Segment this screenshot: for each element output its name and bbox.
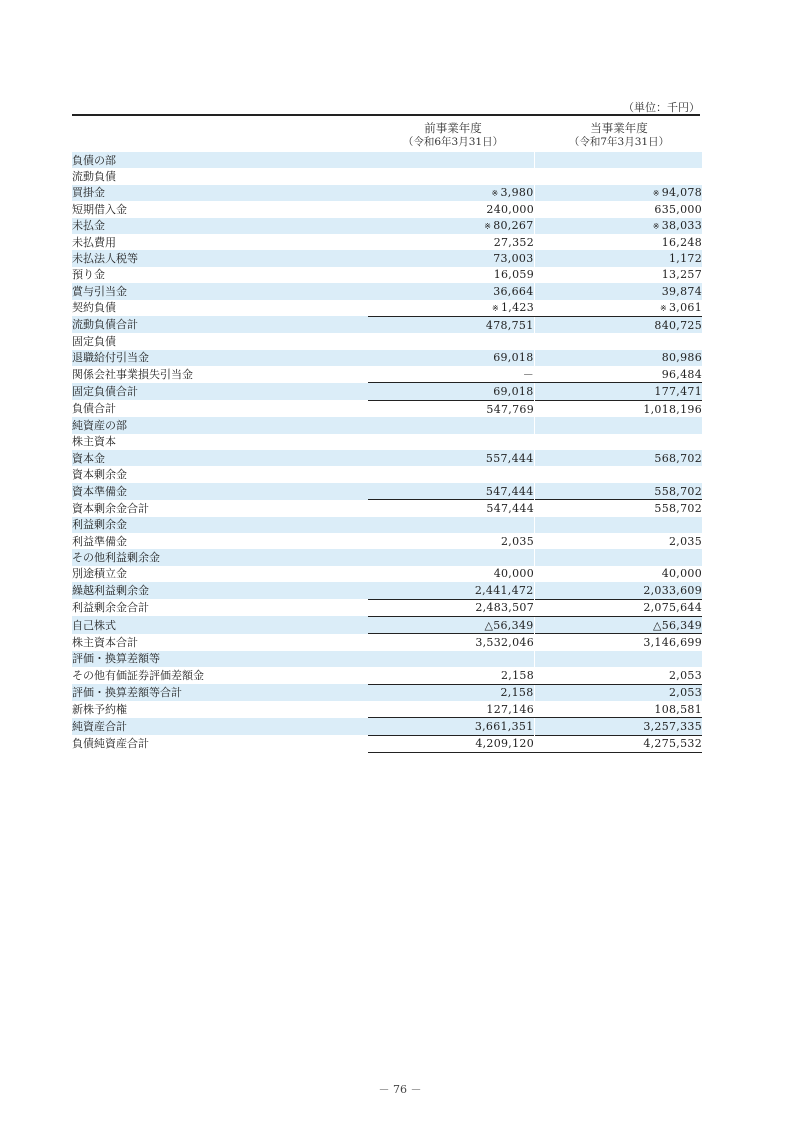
previous-year-value: [368, 718, 534, 735]
previous-year-value: [368, 701, 534, 718]
previous-year-value: [368, 218, 534, 234]
row-label: 固定負債合計: [72, 383, 368, 400]
amount: 69,018: [493, 351, 534, 365]
table-row: [72, 316, 702, 333]
previous-year-value: [368, 300, 534, 317]
row-label: 関係会社事業損失引当金: [72, 368, 193, 382]
page-number: － 76 －: [378, 1083, 422, 1096]
note-mark: ※: [491, 188, 499, 198]
table-row: [72, 634, 702, 651]
row-label: 負債合計: [72, 402, 116, 416]
previous-year-value: [368, 417, 534, 433]
amount: 96,484: [661, 367, 702, 381]
previous-year-value: [368, 152, 534, 168]
amount: 478,751: [485, 318, 534, 332]
current-year-value: [534, 517, 702, 533]
table-row: [72, 400, 702, 417]
table-row: [72, 218, 702, 234]
amount: －: [522, 367, 534, 381]
previous-year-value: [368, 634, 534, 651]
previous-year-value: [368, 483, 534, 500]
amount: 108,581: [654, 702, 702, 716]
table-row: [72, 517, 702, 533]
previous-year-value: [368, 466, 534, 482]
current-year-value: [534, 582, 702, 599]
amount: 2,033,609: [643, 583, 702, 597]
current-year-value: [534, 168, 702, 184]
amount: 558,702: [654, 484, 702, 498]
table-row: [72, 185, 702, 201]
row-label: 負債の部: [72, 152, 368, 168]
current-year-value: [534, 667, 702, 684]
row-label: 自己株式: [72, 616, 368, 633]
table-row: [72, 152, 702, 168]
table-row: [72, 383, 702, 400]
previous-year-value: [368, 350, 534, 366]
table-row: [72, 735, 702, 752]
amount: 1,423: [501, 300, 534, 314]
amount: 127,146: [486, 702, 534, 716]
previous-year-value: [368, 500, 534, 517]
column-header-previous-year: [370, 121, 536, 149]
row-label: 新株予約権: [72, 702, 127, 716]
column-header-title: 当事業年度: [590, 121, 648, 135]
previous-year-value: [368, 735, 534, 752]
table-row: [72, 466, 702, 482]
row-label: 退職給付引当金: [72, 350, 368, 366]
table-row: [72, 500, 702, 517]
table-row: [72, 417, 702, 433]
amount: 2,035: [669, 534, 702, 548]
table-row: [72, 333, 702, 349]
previous-year-value: [368, 651, 534, 667]
note-mark: ※: [659, 303, 667, 313]
row-label: 流動負債: [72, 170, 116, 184]
row-label: 負債純資産合計: [72, 737, 149, 751]
amount: 3,661,351: [474, 719, 534, 733]
amount: 1,172: [669, 252, 702, 266]
table-row: [72, 701, 702, 718]
previous-year-value: [368, 616, 534, 633]
previous-year-value: [368, 434, 534, 450]
current-year-value: [534, 201, 702, 217]
row-label: 預り金: [72, 268, 105, 282]
amount: 547,444: [485, 484, 534, 498]
previous-year-value: [368, 333, 534, 349]
amount: 39,874: [661, 284, 702, 298]
previous-year-value: [368, 168, 534, 184]
current-year-value: [534, 417, 702, 433]
amount: 3,257,335: [643, 719, 702, 733]
current-year-value: [534, 533, 702, 549]
current-year-value: [534, 450, 702, 466]
row-label: 純資産合計: [72, 718, 368, 735]
row-label: 契約負債: [72, 301, 116, 315]
amount: 3,146,699: [643, 636, 702, 650]
row-label: 未払金: [72, 218, 368, 234]
balance-sheet-table: [72, 152, 702, 753]
amount: 568,702: [654, 451, 702, 465]
row-label: その他利益剰余金: [72, 549, 368, 565]
row-label: 賞与引当金: [72, 283, 368, 299]
current-year-value: [534, 735, 702, 752]
previous-year-value: [368, 250, 534, 266]
amount: 2,053: [669, 686, 702, 700]
amount: 240,000: [486, 202, 534, 216]
amount: 3,061: [669, 300, 702, 314]
previous-year-value: [368, 667, 534, 684]
previous-year-value: [368, 684, 534, 701]
amount: 16,059: [493, 268, 534, 282]
amount: 2,158: [500, 686, 534, 700]
current-year-value: [534, 383, 702, 400]
current-year-value: [534, 316, 702, 333]
table-row: [72, 599, 702, 616]
table-row: [72, 450, 702, 466]
previous-year-value: [368, 400, 534, 417]
amount: 4,209,120: [475, 737, 534, 751]
table-row: [72, 434, 702, 450]
current-year-value: [534, 366, 702, 383]
current-year-value: [534, 634, 702, 651]
current-year-value: [534, 234, 702, 250]
row-label: 固定負債: [72, 334, 116, 348]
amount: 1,018,196: [643, 402, 702, 416]
column-header-date: （令和6年3月31日）: [402, 136, 504, 148]
amount: 94,078: [661, 185, 702, 199]
previous-year-value: [368, 549, 534, 565]
row-label: 株主資本: [72, 435, 116, 449]
row-label: 利益剰余金合計: [72, 601, 149, 615]
row-label: 評価・換算差額等: [72, 651, 368, 667]
amount: 547,444: [486, 501, 534, 515]
note-mark: ※: [652, 221, 660, 231]
row-label: 資本剰余金合計: [72, 501, 149, 515]
amount: 13,257: [661, 268, 702, 282]
current-year-value: [534, 651, 702, 667]
previous-year-value: [368, 234, 534, 250]
table-row: [72, 366, 702, 383]
row-label: 短期借入金: [72, 202, 127, 216]
current-year-value: [534, 616, 702, 633]
amount: 2,053: [669, 668, 702, 682]
table-row: [72, 283, 702, 299]
amount: 2,441,472: [474, 583, 534, 597]
previous-year-value: [368, 185, 534, 201]
current-year-value: [534, 218, 702, 234]
current-year-value: [534, 152, 702, 168]
row-label: 利益剰余金: [72, 517, 368, 533]
amount: 3,980: [500, 185, 534, 199]
current-year-value: [534, 566, 702, 582]
table-row: [72, 651, 702, 667]
table-row: [72, 582, 702, 599]
row-label: 買掛金: [72, 185, 368, 201]
row-label: 株主資本合計: [72, 635, 138, 649]
previous-year-value: [368, 283, 534, 299]
row-label: 資本剰余金: [72, 468, 127, 482]
table-row: [72, 566, 702, 582]
amount: 840,725: [654, 318, 702, 332]
amount: 40,000: [493, 567, 534, 581]
row-label: 評価・換算差額等合計: [72, 684, 368, 701]
row-label: 未払法人税等: [72, 250, 368, 266]
previous-year-value: [368, 599, 534, 616]
current-year-value: [534, 400, 702, 417]
amount: 557,444: [485, 451, 534, 465]
table-row: [72, 168, 702, 184]
table-top-rule: [72, 114, 700, 116]
column-header-title: 前事業年度: [424, 121, 482, 135]
amount: 3,532,046: [475, 636, 534, 650]
previous-year-value: [368, 450, 534, 466]
row-label: 利益準備金: [72, 534, 127, 548]
table-row: [72, 483, 702, 500]
current-year-value: [534, 599, 702, 616]
table-row: [72, 549, 702, 565]
column-header-current-year: [536, 121, 702, 149]
current-year-value: [534, 500, 702, 517]
amount: 2,158: [501, 668, 534, 682]
amount: 177,471: [654, 385, 702, 399]
column-header-date: （令和7年3月31日）: [568, 136, 670, 148]
amount: 69,018: [493, 385, 534, 399]
amount: 2,035: [501, 534, 534, 548]
table-row: [72, 267, 702, 283]
previous-year-value: [368, 201, 534, 217]
table-row: [72, 667, 702, 684]
current-year-value: [534, 283, 702, 299]
previous-year-value: [368, 383, 534, 400]
note-mark: ※: [484, 221, 492, 231]
previous-year-value: [368, 533, 534, 549]
current-year-value: [534, 466, 702, 482]
amount: 635,000: [654, 202, 702, 216]
amount: 80,267: [493, 218, 534, 232]
amount: 16,248: [661, 235, 702, 249]
amount: △56,349: [652, 618, 702, 632]
amount: 547,769: [486, 402, 534, 416]
amount: 2,483,507: [475, 601, 534, 615]
row-label: その他有価証券評価差額金: [72, 669, 204, 683]
previous-year-value: [368, 267, 534, 283]
row-label: 資本金: [72, 450, 368, 466]
current-year-value: [534, 267, 702, 283]
amount: 4,275,532: [643, 737, 702, 751]
unit-label: （単位：千円）: [623, 101, 700, 114]
note-mark: ※: [491, 303, 499, 313]
table-row: [72, 250, 702, 266]
amount: 38,033: [661, 218, 702, 232]
amount: 80,986: [661, 351, 702, 365]
current-year-value: [534, 300, 702, 317]
current-year-value: [534, 350, 702, 366]
previous-year-value: [368, 582, 534, 599]
table-row: [72, 234, 702, 250]
row-label: 流動負債合計: [72, 316, 368, 333]
table-row: [72, 201, 702, 217]
current-year-value: [534, 185, 702, 201]
table-row: [72, 616, 702, 633]
current-year-value: [534, 250, 702, 266]
table-row: [72, 300, 702, 317]
previous-year-value: [368, 316, 534, 333]
current-year-value: [534, 549, 702, 565]
row-label: 別途積立金: [72, 567, 127, 581]
amount: 27,352: [493, 235, 534, 249]
current-year-value: [534, 483, 702, 500]
current-year-value: [534, 718, 702, 735]
current-year-value: [534, 701, 702, 718]
previous-year-value: [368, 366, 534, 383]
table-row: [72, 718, 702, 735]
previous-year-value: [368, 566, 534, 582]
table-row: [72, 350, 702, 366]
current-year-value: [534, 684, 702, 701]
amount: 2,075,644: [643, 601, 702, 615]
amount: 40,000: [661, 567, 702, 581]
amount: 36,664: [493, 284, 534, 298]
current-year-value: [534, 434, 702, 450]
table-row: [72, 533, 702, 549]
table-row: [72, 684, 702, 701]
amount: 73,003: [493, 252, 534, 266]
current-year-value: [534, 333, 702, 349]
row-label: 繰越利益剰余金: [72, 582, 368, 599]
amount: △56,349: [484, 618, 534, 632]
row-label: 資本準備金: [72, 483, 368, 500]
previous-year-value: [368, 517, 534, 533]
row-label: 純資産の部: [72, 417, 368, 433]
note-mark: ※: [652, 188, 660, 198]
row-label: 未払費用: [72, 235, 116, 249]
amount: 558,702: [654, 501, 702, 515]
